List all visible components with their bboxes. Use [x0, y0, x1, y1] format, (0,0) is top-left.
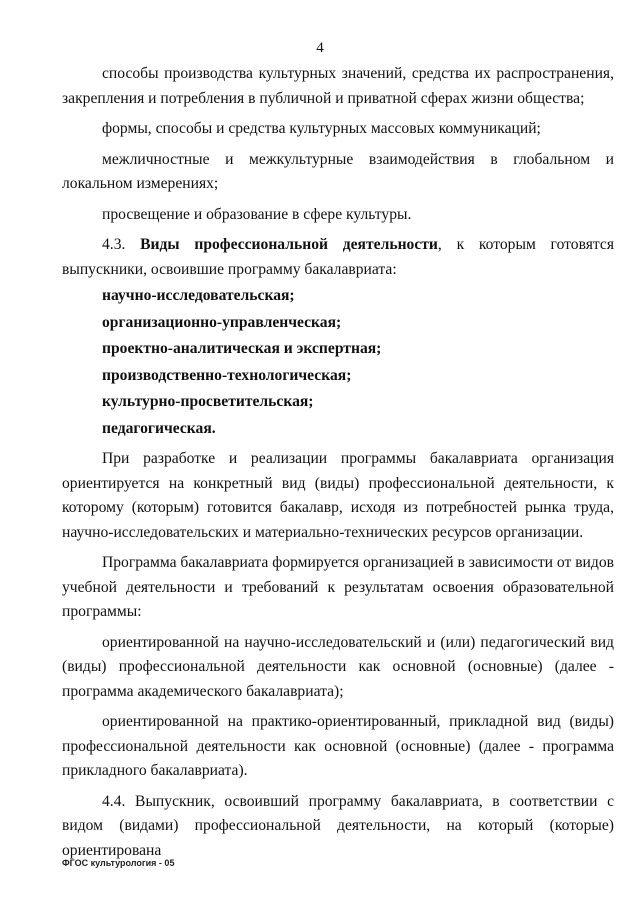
paragraph-education: просвещение и образование в сфере культуры.	[102, 205, 412, 223]
paragraph-mass-communications: формы, способы и средства культурных массовых коммуникаций;	[102, 120, 541, 137]
activity-type-item: организационно-управленческая;	[102, 313, 342, 331]
paragraph-applied-bachelor: ориентированной на практико-ориентированный, прикладной вид (виды) профессиональной деятельности как основной (основные) (далее - программа прикладного бакалавриата).	[62, 713, 614, 779]
activity-type-item: педагогическая.	[102, 419, 216, 437]
activity-type-item: научно-исследовательская;	[102, 287, 295, 304]
activity-type-item: культурно-просветительская;	[102, 393, 314, 410]
paragraph-cultural-meanings: способы производства культурных значений, средства их распространения, закрепления и потребления в публичной и приватной сферах жизни общества;	[62, 65, 614, 107]
page-content	[62, 62, 614, 863]
section-4-4-paragraph: 4.4. Выпускник, освоивший программу бакалавриата, в соответствии с видом (видами) профессиональной деятельности, на который (которые) ориентирована	[62, 792, 614, 859]
section-4-3-rest: , к которым готовятся выпускники, освоившие программу бакалавриата:	[62, 236, 614, 278]
section-4-3-number: 4.3.	[102, 236, 141, 253]
paragraph-program-formation: Программа бакалавриата формируется организацией в зависимости от видов учебной деятельности и требований к результатам освоения образовательной программы:	[62, 554, 614, 620]
page-number: 4	[316, 40, 324, 56]
paragraph-interactions: межличностные и межкультурные взаимодействия в глобальном и локальном измерениях;	[62, 150, 614, 192]
paragraph-program-orientation: При разработке и реализации программы бакалавриата организация ориентируется на конкретный вид (виды) профессиональной деятельности, к которому (которым) готовится бакалавр, исходя из потребностей рынка труда, научно-исследовательских и материально-технических ресурсов организации.	[62, 450, 614, 541]
paragraph-academic-bachelor: ориентированной на научно-исследовательский и (или) педагогический вид (виды) профессиональной деятельности как основной (основные) (далее - программа академического бакалавриата);	[62, 633, 614, 700]
page-footer: ФГОС культурология - 05	[62, 858, 175, 868]
section-4-3-heading	[62, 233, 614, 282]
section-4-3-bold-title: Виды профессиональной деятельности	[140, 236, 438, 253]
activity-type-item: производственно-технологическая;	[102, 366, 352, 384]
activity-type-item: проектно-аналитическая и экспертная;	[102, 340, 382, 357]
